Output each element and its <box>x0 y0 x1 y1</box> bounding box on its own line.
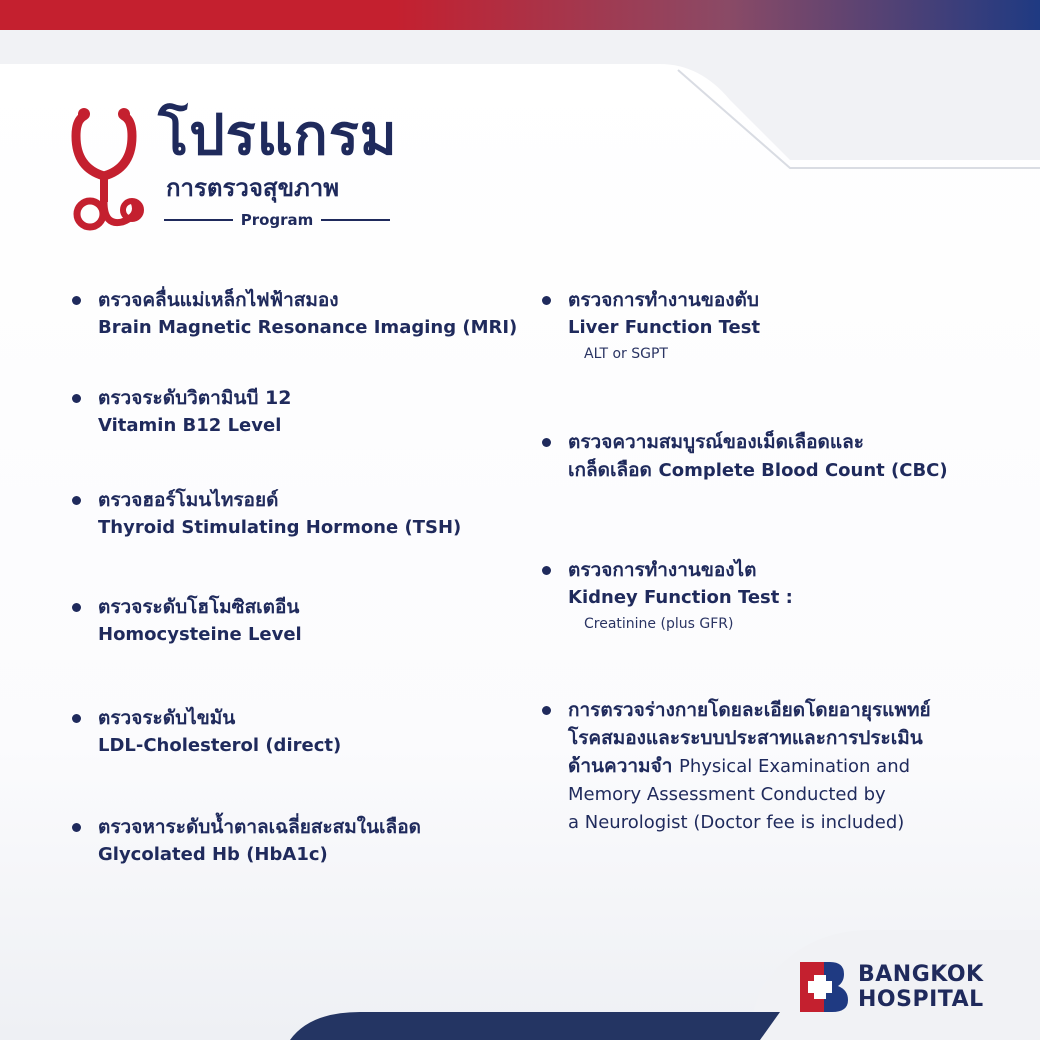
brand-line-2: HOSPITAL <box>858 987 984 1012</box>
bullet-icon <box>72 496 81 505</box>
item-thai: ตรวจระดับโฮโมซิสเตอีน <box>98 596 300 618</box>
item-english: Memory Assessment Conducted by <box>568 784 886 805</box>
item-english: Vitamin B12 Level <box>98 415 282 436</box>
item-english: a Neurologist (Doctor fee is included) <box>568 812 905 833</box>
logo-program-label: Program <box>240 211 314 229</box>
logo-program-row <box>164 208 390 232</box>
brand-line-1: BANGKOK <box>858 962 984 987</box>
program-logo <box>70 100 400 240</box>
item-thai: ตรวจฮอร์โมนไทรอยด์ <box>98 489 279 511</box>
bullet-icon <box>72 603 81 612</box>
item-thai: การตรวจร่างกายโดยละเอียดโดยอายุรแพทย์ <box>568 699 931 721</box>
item-thai: ตรวจความสมบูรณ์ของเม็ดเลือดและ <box>568 431 864 453</box>
bullet-icon <box>542 706 551 715</box>
hospital-cross-icon <box>800 962 850 1012</box>
logo-subtitle: การตรวจสุขภาพ <box>166 174 340 202</box>
bullet-icon <box>542 566 551 575</box>
item-english: Brain Magnetic Resonance Imaging (MRI) <box>98 317 518 338</box>
list-item-mri <box>72 286 517 342</box>
item-thai: ตรวจระดับไขมัน <box>98 707 236 729</box>
bullet-icon <box>72 714 81 723</box>
item-note: ALT or SGPT <box>584 346 668 362</box>
list-item-tsh <box>72 486 461 542</box>
list-item-b12 <box>72 384 291 440</box>
item-english: Liver Function Test <box>568 317 761 338</box>
stethoscope-icon <box>70 106 160 232</box>
item-english: Glycolated Hb (HbA1c) <box>98 844 328 865</box>
bullet-icon <box>72 394 81 403</box>
item-english: LDL-Cholesterol (direct) <box>98 735 342 756</box>
item-thai: ตรวจคลื่นแม่เหล็กไฟฟ้าสมอง <box>98 289 339 311</box>
item-thai: ด้านความจำ <box>568 755 673 777</box>
item-note: Creatinine (plus GFR) <box>584 616 734 632</box>
brand-name <box>858 962 984 1012</box>
item-thai: ตรวจการทำงานของตับ <box>568 289 759 311</box>
bullet-icon <box>542 296 551 305</box>
bullet-icon <box>72 823 81 832</box>
item-thai: ตรวจการทำงานของไต <box>568 559 757 581</box>
item-english: Thyroid Stimulating Hormone (TSH) <box>98 517 462 538</box>
bullet-icon <box>542 438 551 447</box>
item-english: Kidney Function Test : <box>568 587 793 608</box>
list-item-hba1c <box>72 813 421 869</box>
list-item-ldl <box>72 704 341 760</box>
divider <box>321 219 390 221</box>
item-thai: โรคสมองและระบบประสาทและการประเมิน <box>568 727 923 749</box>
logo-title: โปรแกรม <box>158 103 398 168</box>
item-english: Complete Blood Count (CBC) <box>658 460 948 481</box>
list-item-kidney <box>542 556 793 636</box>
bullet-icon <box>72 296 81 305</box>
item-thai: ตรวจระดับวิตามินบี 12 <box>98 387 292 409</box>
divider <box>164 219 233 221</box>
list-item-liver <box>542 286 760 366</box>
list-item-neuro-exam <box>542 696 931 837</box>
bangkok-hospital-logo <box>800 962 1004 1012</box>
list-item-homocysteine <box>72 593 302 649</box>
item-thai: ตรวจหาระดับน้ำตาลเฉลี่ยสะสมในเลือด <box>98 816 421 838</box>
item-english: Homocysteine Level <box>98 624 302 645</box>
item-english: Physical Examination and <box>679 756 911 777</box>
list-item-cbc <box>542 428 948 485</box>
item-thai: เกล็ดเลือด <box>568 459 652 481</box>
